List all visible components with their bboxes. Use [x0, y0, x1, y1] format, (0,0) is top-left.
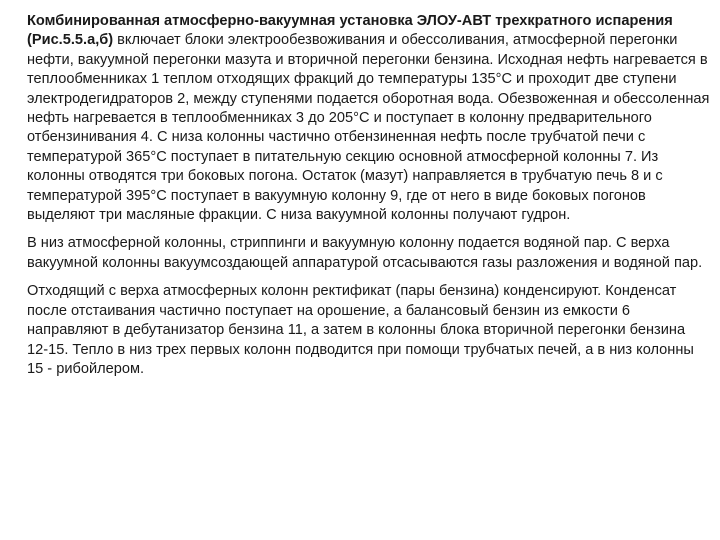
paragraph-3-text: Отходящий с верха атмосферных колонн ректификат (пары бензина) конденсируют. Конденсат после отстаивания частично поступает на орошение, а балансовый бензин из емкости 6 направляют в дебутанизатор бензина 11, а затем в колонны блока вторичной перегонки бензина 12-15. Тепло в низ трех первых колонн подводится при помощи трубчатых печей, а в низ колонны 15 - рибойлером. — [27, 283, 694, 377]
paragraph-2-text: В низ атмосферной колонны, стриппинги и вакуумную колонну подается водяной пар. С верха вакуумной колонны вакуумсоздающей аппаратурой отсасываются газы разложения и водяной пар. — [27, 235, 703, 271]
paragraph-1-lead: Комбинированная атмосферно-вакуумная установка ЭЛОУ-АВТ трехкратного испарения (Рис.5.5.а,б) — [27, 13, 673, 49]
paragraph-1-text: включает блоки электрообезвоживания и обессоливания, атмосферной перегонки нефти, вакуумной перегонки мазута и вторичной перегонки бензина. Исходная нефть нагревается в теплообменниках 1 теплом отходящих фракций до температуры 135°С и проходит две ступени электродегидраторов 2, между ступенями подается оборотная вода. Обезвоженная и обессоленная нефть нагревается в теплообменниках 3 до 205°С и поступает в колонну предварительного отбензинивания 4. С низа колонны частично отбензиненная нефть после трубчатой печи с температурой 365°С поступает в питательную секцию основной атмосферной колонны 7. Из колонны отводятся три боковых погона. Остаток (мазут) направляется в трубчатую печь 8 и с температурой 395°С поступает в вакуумную колонну 9, где от него в виде боковых погонов выделяют три масляные фракции. С низа вакуумной колонны получают гудрон. — [27, 32, 710, 224]
paragraph-1 — [27, 12, 710, 225]
paragraph-2 — [27, 234, 710, 273]
paragraph-3 — [27, 282, 710, 379]
document-body — [27, 12, 710, 388]
